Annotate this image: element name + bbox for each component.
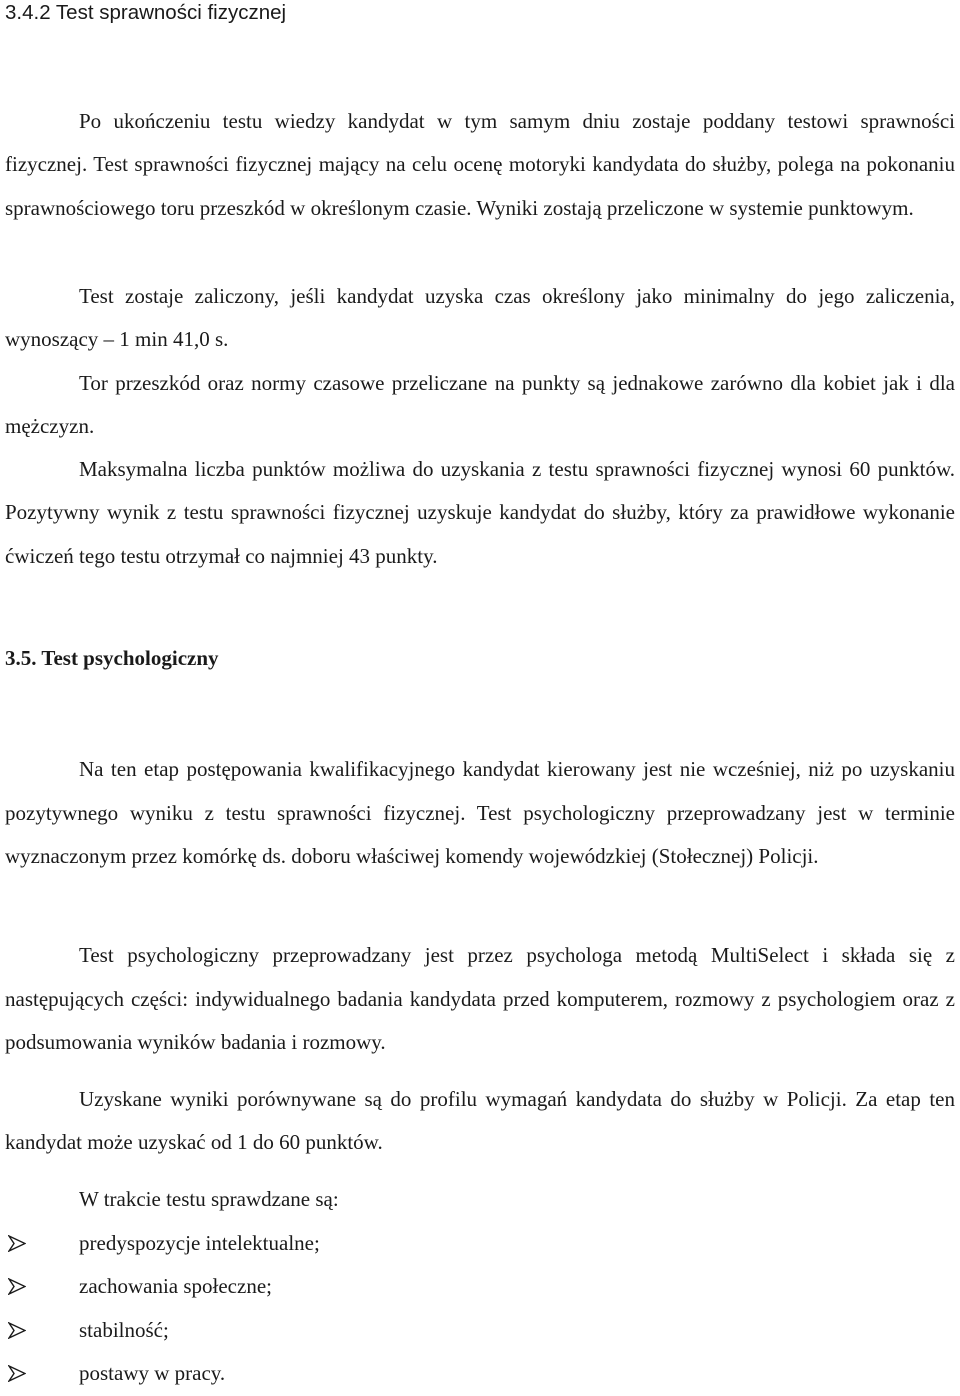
list-item xyxy=(0,1352,320,1395)
paragraph-fitness-norms: Tor przeszkód oraz normy czasowe przeliczane na punkty są jednakowe zarówno dla kobiet jak i dla mężczyzn. xyxy=(5,371,955,439)
paragraph-psych-checked: W trakcie testu sprawdzane są: xyxy=(79,1187,339,1211)
paragraph-fitness-points: Maksymalna liczba punktów możliwa do uzyskania z testu sprawności fizycznej wynosi 60 punktów. Pozytywny wynik z testu sprawności fizycznej uzyskuje kandydat do służby, który za prawidłowe wykonanie ćwiczeń tego testu otrzymał co najmniej 43 punkty. xyxy=(5,457,955,568)
section-heading-fitness-test: 3.4.2 Test sprawności fizycznej xyxy=(5,1,287,24)
arrowhead-bullet-icon xyxy=(8,1278,26,1295)
paragraph-fitness-intro: Po ukończeniu testu wiedzy kandydat w tym samym dniu zostaje poddany testowi sprawności fizycznej. Test sprawności fizycznej mający na celu ocenę motoryki kandydata do służby, polega na pokonaniu sprawnościowego toru przeszkód w określonym czasie. Wyniki zostają przeliczone w systemie punktowym. xyxy=(5,109,955,220)
paragraph-psych-stage: Na ten etap postępowania kwalifikacyjnego kandydat kierowany jest nie wcześniej, niż po uzyskaniu pozytywnego wyniku z testu sprawności fizycznej. Test psychologiczny przeprowadzany jest w terminie wyznaczonym przez komórkę ds. doboru właściwej komendy wojewódzkiej (Stołecznej) Policji. xyxy=(5,757,955,868)
paragraph-psych-results: Uzyskane wyniki porównywane są do profilu wymagań kandydata do służby w Policji. Za etap ten kandydat może uzyskać od 1 do 60 punktów. xyxy=(5,1087,955,1155)
list-item-text: stabilność; xyxy=(79,1317,169,1342)
list-item xyxy=(0,1309,320,1352)
list-item xyxy=(0,1265,320,1308)
paragraph-fitness-pass-time: Test zostaje zaliczony, jeśli kandydat uzyska czas określony jako minimalny do jego zaliczenia, wynoszący – 1 min 41,0 s. xyxy=(5,284,955,352)
arrowhead-bullet-icon xyxy=(8,1365,26,1382)
list-item xyxy=(0,1222,320,1265)
section-heading-psych-test: 3.5. Test psychologiczny xyxy=(5,646,219,670)
list-item-text: postawy w pracy. xyxy=(79,1361,226,1386)
arrowhead-bullet-icon xyxy=(8,1322,26,1339)
paragraph-psych-method: Test psychologiczny przeprowadzany jest przez psychologa metodą MultiSelect i składa się z następujących części: indywidualnego badania kandydata przed komputerem, rozmowy z psychologiem oraz z podsumowania wyników badania i rozmowy. xyxy=(5,943,955,1054)
checked-traits-list xyxy=(0,1222,320,1396)
list-item-text: zachowania społeczne; xyxy=(79,1274,272,1299)
arrowhead-bullet-icon xyxy=(8,1235,26,1252)
list-item-text: predyspozycje intelektualne; xyxy=(79,1231,320,1255)
